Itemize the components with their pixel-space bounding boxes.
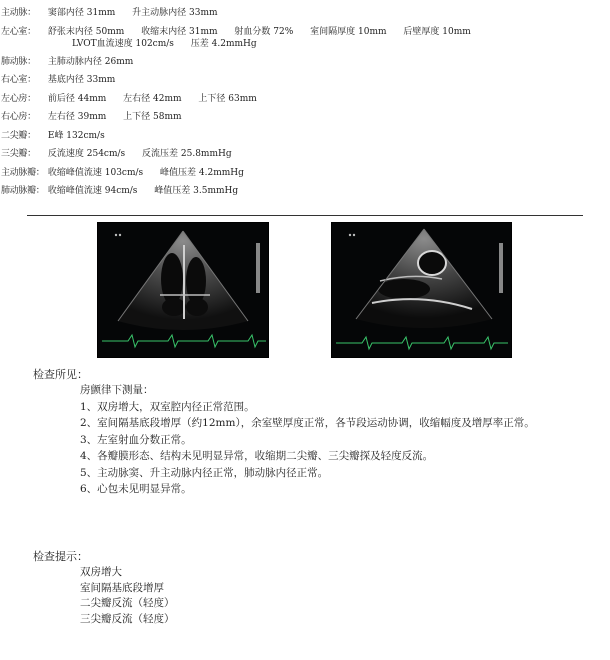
measurement-value: 峰值压差 3.5mmHg [154,186,239,196]
hints-list [80,565,175,627]
measurement-label: 左心室： [1,26,36,37]
measurement-value: 室间隔厚度 10mm [310,26,387,37]
measurement-continuation [0,38,610,50]
measurement-value: LVOT血流速度 102cm/s [72,38,174,49]
measurement-value: 收缩峰值流速 94cm/s [47,186,138,196]
measurement-row-left-ventricle [0,23,610,53]
measurement-value: 主肺动脉内径 26mm [47,56,134,67]
findings-item: 房颤律下测量： [80,384,154,396]
measurement-row-left-atrium [0,90,610,109]
measurement-value: 左右径 39mm [47,112,107,122]
measurement-value: 前后径 44mm [47,93,107,104]
measurement-row-pulmonary-valve [0,182,610,201]
measurement-value: 压差 4.2mmHg [190,38,257,49]
measurement-value: 收缩峰值流速 103cm/s [47,167,144,178]
measurement-label: 三尖瓣： [1,149,36,159]
hints-title: 检查提示： [33,550,88,563]
measurement-value: 舒张末内径 50mm [47,26,125,37]
measurement-row-right-ventricle [0,71,610,90]
measurement-value: 窦部内径 31mm [47,8,116,18]
measurement-label: 主动脉瓣： [1,167,45,178]
measurement-value: E峰 132cm/s [47,130,105,141]
measurement-value: 后壁厚度 10mm [403,26,471,37]
measurement-row-mitral-valve [0,127,610,146]
findings-title: 检查所见： [33,368,88,381]
measurement-value: 收缩末内径 31mm [141,26,218,37]
measurement-label: 主动脉： [1,8,36,18]
measurements-section [0,4,610,201]
measurement-value: 射血分数 72% [234,26,294,37]
findings-list [80,382,595,498]
measurement-row-tricuspid-valve [0,145,610,164]
measurement-row-aortic-valve [0,164,610,183]
echo-long-axis-image [331,222,512,358]
measurement-row-right-atrium [0,108,610,127]
measurement-value: 上下径 58mm [123,112,182,122]
findings-item: 6、心包未见明显异常。 [80,483,192,495]
measurement-value: 升主动脉内径 33mm [132,8,218,18]
measurement-label: 肺动脉瓣： [1,186,45,196]
measurement-row-aorta [0,4,610,23]
measurement-value: 反流压差 25.8mmHg [142,149,232,159]
hint-item: 双房增大 [80,566,122,578]
measurement-label: 右心房： [1,112,36,122]
findings-item: 1、双房增大，双室腔内径正常范围。 [80,400,255,413]
findings-item: 3、左室射血分数正常。 [80,433,192,446]
hint-item: 二尖瓣反流（轻度） [80,597,175,609]
measurement-row-pulmonary-artery [0,53,610,72]
echo-four-chamber-image [97,222,269,358]
measurement-label: 左心房： [1,93,36,104]
findings-item: 5、主动脉窦、升主动脉内径正常，肺动脉内径正常。 [80,466,329,479]
measurement-value: 基底内径 33mm [47,75,116,85]
measurement-value: 峰值压差 4.2mmHg [160,167,244,178]
measurement-label: 肺动脉： [1,56,36,67]
section-divider [27,215,583,216]
measurement-value: 左右径 42mm [123,93,182,104]
findings-item: 2、室间隔基底段增厚（约12mm），余室壁厚度正常，各节段运动协调，收缩幅度及增厚率正常。 [80,417,535,429]
hint-item: 室间隔基底段增厚 [80,581,164,594]
measurement-label: 右心室： [1,75,36,85]
hint-item: 三尖瓣反流（轻度） [80,612,175,625]
measurement-label: 二尖瓣： [1,130,36,141]
measurement-value: 上下径 63mm [198,93,257,104]
measurement-value: 反流速度 254cm/s [47,149,126,159]
findings-item: 4、各瓣膜形态、结构未见明显异常，收缩期二尖瓣、三尖瓣探及轻度反流。 [80,450,434,462]
